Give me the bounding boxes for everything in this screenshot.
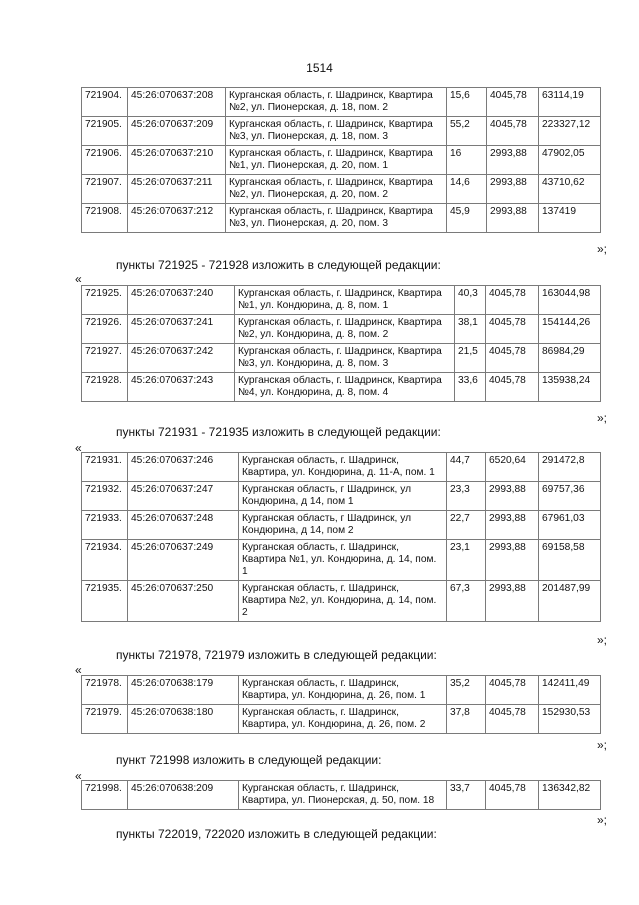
- table-row: [82, 88, 601, 117]
- address-cell: Курганская область, г Шадринск, ул Кондюрина, д 14, пом 2: [239, 511, 447, 540]
- table-row: [82, 175, 601, 204]
- value-cell: 291472,8: [539, 453, 601, 482]
- address-cell: Курганская область, г. Шадринск, Квартира №3, ул. Пионерская, д. 20, пом. 3: [226, 204, 447, 233]
- table-3-body: [82, 453, 601, 622]
- cadastral-number-cell: 45:26:070637:247: [128, 482, 239, 511]
- table-row: [82, 373, 601, 402]
- section-5-table-block: [81, 780, 601, 810]
- area-cell: 21,5: [455, 344, 486, 373]
- final-paragraph: пункты 722019, 722020 изложить в следующей редакции:: [116, 827, 437, 841]
- rate-cell: 2993,88: [487, 146, 539, 175]
- rate-cell: 2993,88: [487, 204, 539, 233]
- value-cell: 137419: [539, 204, 601, 233]
- close-quote-4: »;: [596, 738, 607, 752]
- page-number: 1514: [306, 61, 333, 75]
- table-row: [82, 581, 601, 622]
- address-cell: Курганская область, г. Шадринск, Квартира №4, ул. Кондюрина, д. 8, пом. 4: [235, 373, 455, 402]
- value-cell: 136342,82: [539, 781, 601, 810]
- area-cell: 55,2: [447, 117, 487, 146]
- cadastral-number-cell: 45:26:070637:210: [128, 146, 226, 175]
- address-cell: Курганская область, г. Шадринск, Квартира №1, ул. Кондюрина, д. 14, пом. 1: [239, 540, 447, 581]
- cadastral-number-cell: 45:26:070637:209: [128, 117, 226, 146]
- table-4-body: [82, 676, 601, 734]
- rate-cell: 6520,64: [486, 453, 539, 482]
- table-row: [82, 781, 601, 810]
- area-cell: 38,1: [455, 315, 486, 344]
- intro-paragraph-5: пункт 721998 изложить в следующей редакции:: [116, 753, 382, 767]
- row-number-cell: 721979.: [82, 705, 128, 734]
- value-cell: 135938,24: [539, 373, 601, 402]
- row-number-cell: 721907.: [82, 175, 128, 204]
- rate-cell: 4045,78: [486, 286, 539, 315]
- area-cell: 40,3: [455, 286, 486, 315]
- row-number-cell: 721927.: [82, 344, 128, 373]
- open-quote-4: «: [75, 663, 82, 677]
- close-quote-3: »;: [596, 633, 607, 647]
- cadastral-number-cell: 45:26:070637:211: [128, 175, 226, 204]
- value-cell: 47902,05: [539, 146, 601, 175]
- close-quote-5: »;: [596, 813, 607, 827]
- table-row: [82, 344, 601, 373]
- rate-cell: 2993,88: [486, 511, 539, 540]
- row-number-cell: 721906.: [82, 146, 128, 175]
- value-cell: 63114,19: [539, 88, 601, 117]
- rate-cell: 2993,88: [487, 175, 539, 204]
- row-number-cell: 721935.: [82, 581, 128, 622]
- address-cell: Курганская область, г. Шадринск, Квартира №2, ул. Пионерская, д. 20, пом. 2: [226, 175, 447, 204]
- area-cell: 22,7: [447, 511, 486, 540]
- table-row: [82, 482, 601, 511]
- value-cell: 201487,99: [539, 581, 601, 622]
- address-cell: Курганская область, г. Шадринск, Квартира, ул. Пионерская, д. 50, пом. 18: [239, 781, 447, 810]
- address-cell: Курганская область, г. Шадринск, Квартира, ул. Кондюрина, д. 26, пом. 1: [239, 676, 447, 705]
- section-1-table-block: [81, 87, 601, 233]
- rate-cell: 4045,78: [486, 676, 539, 705]
- row-number-cell: 721926.: [82, 315, 128, 344]
- row-number-cell: 721933.: [82, 511, 128, 540]
- rate-cell: 4045,78: [486, 373, 539, 402]
- section-3-table-block: [81, 452, 601, 622]
- rate-cell: 4045,78: [487, 117, 539, 146]
- rate-cell: 4045,78: [486, 315, 539, 344]
- intro-paragraph-4: пункты 721978, 721979 изложить в следующей редакции:: [116, 648, 437, 662]
- address-cell: Курганская область, г. Шадринск, Квартира, ул. Кондюрина, д. 26, пом. 2: [239, 705, 447, 734]
- rate-cell: 4045,78: [486, 705, 539, 734]
- row-number-cell: 721932.: [82, 482, 128, 511]
- cadastral-table-5: [81, 780, 601, 810]
- row-number-cell: 721978.: [82, 676, 128, 705]
- row-number-cell: 721905.: [82, 117, 128, 146]
- section-4-table-block: [81, 675, 601, 734]
- row-number-cell: 721928.: [82, 373, 128, 402]
- row-number-cell: 721931.: [82, 453, 128, 482]
- cadastral-number-cell: 45:26:070637:212: [128, 204, 226, 233]
- value-cell: 69757,36: [539, 482, 601, 511]
- table-5-body: [82, 781, 601, 810]
- area-cell: 23,1: [447, 540, 486, 581]
- area-cell: 33,7: [447, 781, 486, 810]
- value-cell: 142411,49: [539, 676, 601, 705]
- open-quote-2: «: [75, 272, 82, 286]
- area-cell: 14,6: [447, 175, 487, 204]
- cadastral-table-1: [81, 87, 601, 233]
- cadastral-number-cell: 45:26:070637:249: [128, 540, 239, 581]
- intro-paragraph-3: пункты 721931 - 721935 изложить в следующей редакции:: [116, 425, 441, 439]
- close-quote-1: »;: [596, 242, 607, 256]
- cadastral-number-cell: 45:26:070637:246: [128, 453, 239, 482]
- table-2-body: [82, 286, 601, 402]
- area-cell: 67,3: [447, 581, 486, 622]
- table-row: [82, 676, 601, 705]
- cadastral-number-cell: 45:26:070637:243: [128, 373, 235, 402]
- row-number-cell: 721925.: [82, 286, 128, 315]
- value-cell: 86984,29: [539, 344, 601, 373]
- value-cell: 152930,53: [539, 705, 601, 734]
- cadastral-number-cell: 45:26:070638:180: [128, 705, 239, 734]
- address-cell: Курганская область, г. Шадринск, Квартира №3, ул. Пионерская, д. 18, пом. 3: [226, 117, 447, 146]
- rate-cell: 2993,88: [486, 581, 539, 622]
- table-row: [82, 204, 601, 233]
- table-1-body: [82, 88, 601, 233]
- row-number-cell: 721904.: [82, 88, 128, 117]
- open-quote-3: «: [75, 441, 82, 455]
- value-cell: 163044,98: [539, 286, 601, 315]
- table-row: [82, 511, 601, 540]
- row-number-cell: 721934.: [82, 540, 128, 581]
- area-cell: 23,3: [447, 482, 486, 511]
- rate-cell: 4045,78: [486, 781, 539, 810]
- row-number-cell: 721998.: [82, 781, 128, 810]
- cadastral-number-cell: 45:26:070637:240: [128, 286, 235, 315]
- area-cell: 35,2: [447, 676, 486, 705]
- table-row: [82, 705, 601, 734]
- table-row: [82, 453, 601, 482]
- table-row: [82, 286, 601, 315]
- table-row: [82, 315, 601, 344]
- cadastral-number-cell: 45:26:070638:179: [128, 676, 239, 705]
- address-cell: Курганская область, г. Шадринск, Квартира №2, ул. Кондюрина, д. 14, пом. 2: [239, 581, 447, 622]
- cadastral-number-cell: 45:26:070637:241: [128, 315, 235, 344]
- open-quote-5: «: [75, 769, 82, 783]
- address-cell: Курганская область, г. Шадринск, Квартира №3, ул. Кондюрина, д. 8, пом. 3: [235, 344, 455, 373]
- area-cell: 45,9: [447, 204, 487, 233]
- section-2-table-block: [81, 285, 601, 402]
- row-number-cell: 721908.: [82, 204, 128, 233]
- address-cell: Курганская область, г. Шадринск, Квартира, ул. Кондюрина, д. 11-А, пом. 1: [239, 453, 447, 482]
- rate-cell: 2993,88: [486, 540, 539, 581]
- value-cell: 223327,12: [539, 117, 601, 146]
- rate-cell: 4045,78: [486, 344, 539, 373]
- cadastral-number-cell: 45:26:070637:242: [128, 344, 235, 373]
- area-cell: 15,6: [447, 88, 487, 117]
- cadastral-number-cell: 45:26:070637:248: [128, 511, 239, 540]
- value-cell: 154144,26: [539, 315, 601, 344]
- close-quote-2: »;: [596, 411, 607, 425]
- rate-cell: 4045,78: [487, 88, 539, 117]
- address-cell: Курганская область, г. Шадринск, Квартира №1, ул. Кондюрина, д. 8, пом. 1: [235, 286, 455, 315]
- cadastral-table-3: [81, 452, 601, 622]
- value-cell: 69158,58: [539, 540, 601, 581]
- area-cell: 44,7: [447, 453, 486, 482]
- table-row: [82, 540, 601, 581]
- table-row: [82, 117, 601, 146]
- cadastral-number-cell: 45:26:070637:208: [128, 88, 226, 117]
- cadastral-number-cell: 45:26:070637:250: [128, 581, 239, 622]
- area-cell: 37,8: [447, 705, 486, 734]
- cadastral-table-4: [81, 675, 601, 734]
- rate-cell: 2993,88: [486, 482, 539, 511]
- intro-paragraph-2: пункты 721925 - 721928 изложить в следующей редакции:: [116, 258, 441, 272]
- area-cell: 33,6: [455, 373, 486, 402]
- value-cell: 43710,62: [539, 175, 601, 204]
- cadastral-number-cell: 45:26:070638:209: [128, 781, 239, 810]
- address-cell: Курганская область, г. Шадринск, Квартира №2, ул. Кондюрина, д. 8, пом. 2: [235, 315, 455, 344]
- area-cell: 16: [447, 146, 487, 175]
- table-row: [82, 146, 601, 175]
- address-cell: Курганская область, г Шадринск, ул Кондюрина, д 14, пом 1: [239, 482, 447, 511]
- cadastral-table-2: [81, 285, 601, 402]
- address-cell: Курганская область, г. Шадринск, Квартира №2, ул. Пионерская, д. 18, пом. 2: [226, 88, 447, 117]
- address-cell: Курганская область, г. Шадринск, Квартира №1, ул. Пионерская, д. 20, пом. 1: [226, 146, 447, 175]
- value-cell: 67961,03: [539, 511, 601, 540]
